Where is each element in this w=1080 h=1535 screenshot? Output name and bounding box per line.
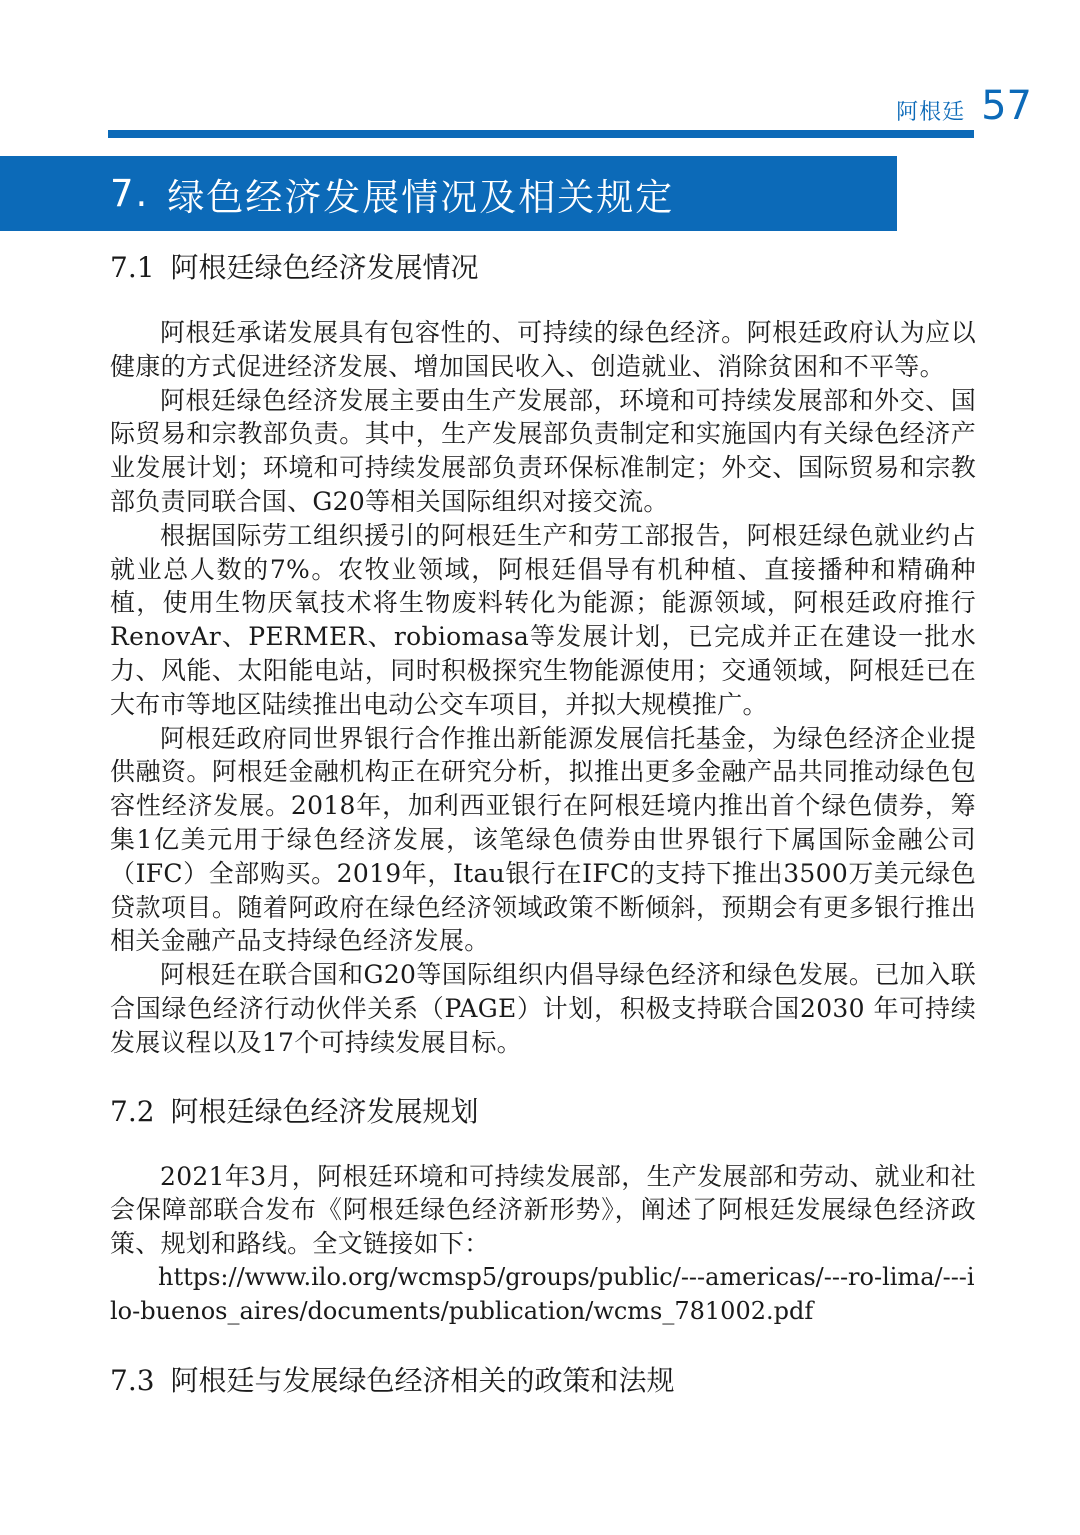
paragraph: 根据国际劳工组织援引的阿根廷生产和劳工部报告，阿根廷绿色就业约占就业总人数的7%。农牧业领域，阿根廷倡导有机种植、直接播种和精确种植，使用生物厌氧技术将生物废料转化为能源；能源领域，阿根廷政府推行RenovAr、PERMER、robiomasa等发展计划，已完成并正在建设一批水力、风能、太阳能电站，同时积极探究生物能源使用；交通领域，阿根廷已在大布市等地区陆续推出电动公交车项目，并拟大规模推广。: [110, 520, 976, 719]
paragraph: 阿根廷绿色经济发展主要由生产发展部，环境和可持续发展部和外交、国际贸易和宗教部负责。其中，生产发展部负责制定和实施国内有关绿色经济产业发展计划；环境和可持续发展部负责环保标准制定；外交、国际贸易和宗教部负责同联合国、G20等相关国际组织对接交流。: [110, 385, 976, 516]
section-number: 7.2: [110, 1094, 155, 1128]
document-link[interactable]: https://www.ilo.org/wcmsp5/groups/public/---americas/---ro-lima/---ilo-buenos_aires/documents/publication/wcms_781002.pdf: [110, 1262, 975, 1325]
paragraph: 阿根廷承诺发展具有包容性的、可持续的绿色经济。阿根廷政府认为应以健康的方式促进经济发展、增加国民收入、创造就业、消除贫困和不平等。: [110, 318, 976, 381]
section-heading-7-1: [110, 246, 976, 290]
section-title: 阿根廷绿色经济发展情况: [170, 251, 479, 284]
section-title: 阿根廷绿色经济发展规划: [170, 1094, 479, 1128]
chapter-banner: [0, 156, 897, 231]
paragraph: 阿根廷政府同世界银行合作推出新能源发展信托基金，为绿色经济企业提供融资。阿根廷金融机构正在研究分析，拟推出更多金融产品共同推动绿色包容性经济发展。2018年，加利西亚银行在阿根廷境内推出首个绿色债券，筹集1亿美元用于绿色经济发展，该笔绿色债券由世界银行下属国际金融公司（IFC）全部购买。2019年，Itau银行在IFC的支持下推出3500万美元绿色贷款项目。随着阿政府在绿色经济领域政策不断倾斜，预期会有更多银行推出相关金融产品支持绿色经济发展。: [110, 723, 976, 956]
section-heading-7-2: [110, 1090, 976, 1134]
page-content: [110, 246, 976, 1403]
running-head: [896, 83, 1032, 129]
paragraph: 阿根廷在联合国和G20等国际组织内倡导绿色经济和绿色发展。已加入联合国绿色经济行动伙伴关系（PAGE）计划，积极支持联合国2030 年可持续发展议程以及17个可持续发展目标。: [110, 960, 976, 1057]
paragraph: 2021年3月，阿根廷环境和可持续发展部，生产发展部和劳动、就业和社会保障部联合发布《阿根廷绿色经济新形势》，阐述了阿根廷发展绿色经济政策、规划和路线。全文链接如下：: [110, 1161, 976, 1259]
page-number: 57: [981, 83, 1032, 129]
header-rule: [108, 130, 974, 138]
section-number: 7.1: [110, 251, 155, 284]
section-number: 7.3: [110, 1363, 155, 1397]
chapter-title: 绿色经济发展情况及相关规定: [167, 175, 675, 219]
section-title: 阿根廷与发展绿色经济相关的政策和法规: [170, 1363, 675, 1397]
running-head-country: 阿根廷: [896, 100, 966, 125]
chapter-number: 7.: [110, 172, 150, 215]
section-heading-7-3: [110, 1359, 976, 1403]
